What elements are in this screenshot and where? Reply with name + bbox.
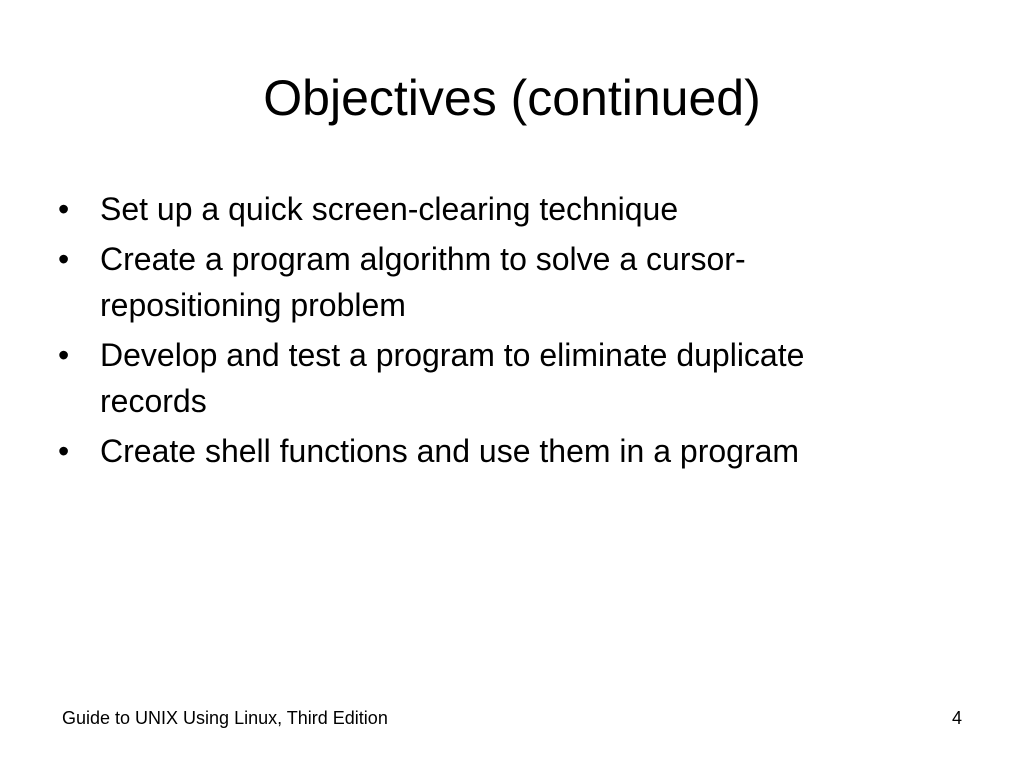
footer-book-title: Guide to UNIX Using Linux, Third Edition	[62, 708, 388, 728]
bullet-text: Set up a quick screen-clearing technique	[100, 191, 679, 227]
bullet-dot-icon: •	[58, 191, 70, 227]
bullet-dot-icon: •	[58, 433, 70, 469]
bullet-text-line: repositioning problem	[100, 287, 406, 323]
slide-title: Objectives (continued)	[263, 70, 761, 126]
bullet-item	[58, 332, 958, 424]
bullet-item	[58, 428, 958, 474]
bullet-dot-icon: •	[58, 241, 70, 277]
bullet-item	[58, 186, 958, 232]
bullet-text-line: Develop and test a program to eliminate duplicate	[100, 337, 805, 373]
bullet-text-line: records	[100, 383, 207, 419]
bullet-dot-icon: •	[58, 337, 70, 373]
footer-page-number: 4	[951, 708, 962, 728]
bullet-text: Create shell functions and use them in a program	[100, 433, 800, 469]
bullet-text-line: Create a program algorithm to solve a cursor-	[100, 241, 746, 277]
bullet-item	[58, 236, 958, 328]
bullet-list	[58, 186, 958, 478]
